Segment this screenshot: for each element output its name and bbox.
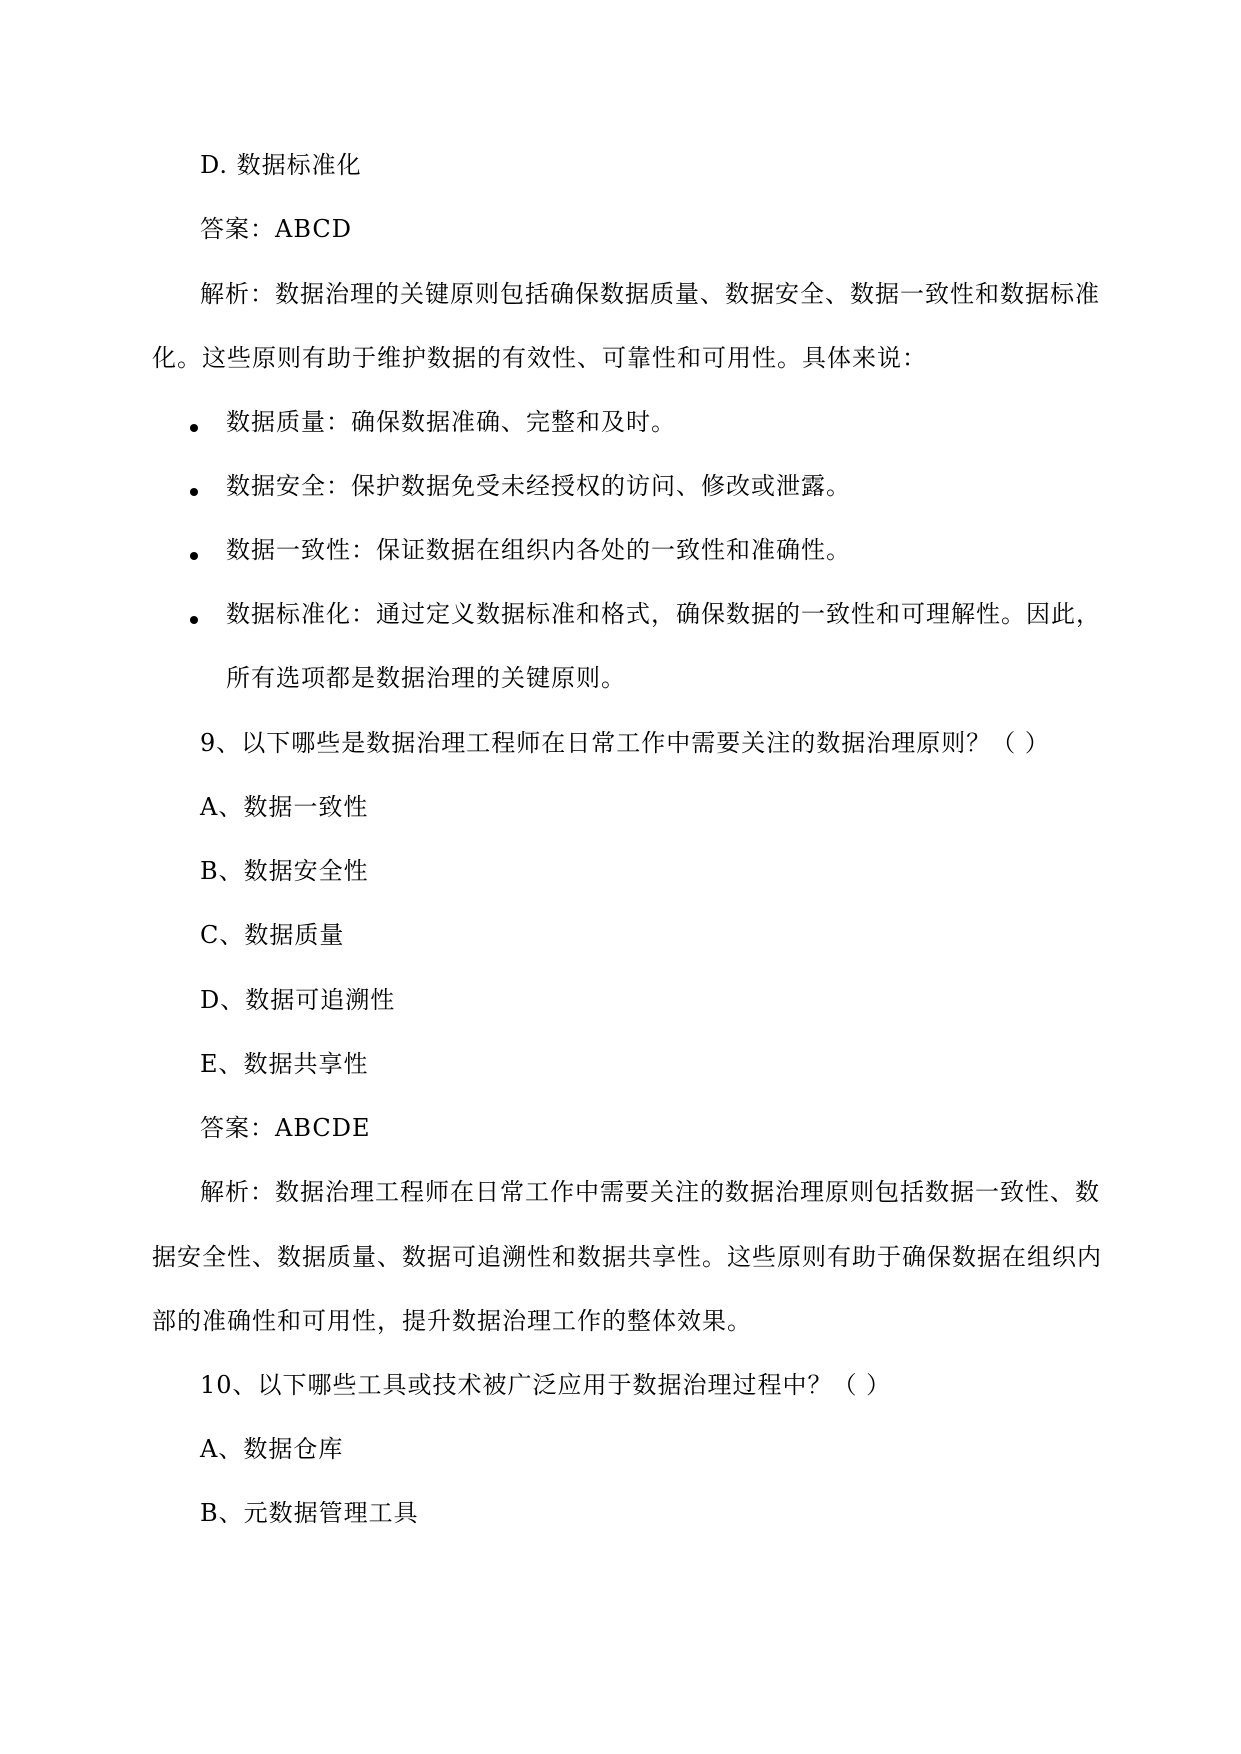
bullet-item-security: 数据安全：保护数据免受未经授权的访问、修改或泄露。 (226, 472, 851, 500)
question-9-option-d: D、数据可追溯性 (200, 986, 396, 1014)
question-9-option-a: A、数据一致性 (200, 793, 369, 821)
bullet-item-consistency: 数据一致性：保证数据在组织内各处的一致性和准确性。 (226, 536, 851, 564)
answer-line: 答案：ABCD (200, 215, 353, 243)
explanation-line-2: 化。这些原则有助于维护数据的有效性、可靠性和可用性。具体来说： (152, 344, 927, 372)
bullet-item-quality: 数据质量：确保数据准确、完整和及时。 (226, 408, 676, 436)
question-9-option-c: C、数据质量 (200, 921, 345, 949)
question-10: 10、以下哪些工具或技术被广泛应用于数据治理过程中？（ ） (200, 1371, 892, 1399)
question-9-explanation-2: 据安全性、数据质量、数据可追溯性和数据共享性。这些原则有助于确保数据在组织内 (152, 1243, 1102, 1271)
question-9-answer: 答案：ABCDE (200, 1114, 371, 1142)
bullet-icon (190, 552, 198, 560)
question-9-option-b: B、数据安全性 (200, 857, 369, 885)
question-10-option-b: B、元数据管理工具 (200, 1499, 419, 1527)
bullet-item-standardization: 数据标准化：通过定义数据标准和格式，确保数据的一致性和可理解性。因此， (226, 600, 1101, 628)
bullet-item-standardization-cont: 所有选项都是数据治理的关键原则。 (226, 664, 626, 692)
bullet-icon (190, 616, 198, 624)
bullet-icon (190, 424, 198, 432)
question-9-option-e: E、数据共享性 (200, 1050, 369, 1078)
question-10-option-a: A、数据仓库 (200, 1435, 344, 1463)
question-9-explanation-1: 解析：数据治理工程师在日常工作中需要关注的数据治理原则包括数据一致性、数 (200, 1178, 1100, 1206)
option-d-line: D. 数据标准化 (200, 151, 362, 179)
explanation-line-1: 解析：数据治理的关键原则包括确保数据质量、数据安全、数据一致性和数据标准 (200, 280, 1100, 308)
question-9: 9、以下哪些是数据治理工程师在日常工作中需要关注的数据治理原则？（ ） (200, 729, 1050, 757)
question-9-explanation-3: 部的准确性和可用性，提升数据治理工作的整体效果。 (152, 1307, 752, 1335)
bullet-icon (190, 488, 198, 496)
